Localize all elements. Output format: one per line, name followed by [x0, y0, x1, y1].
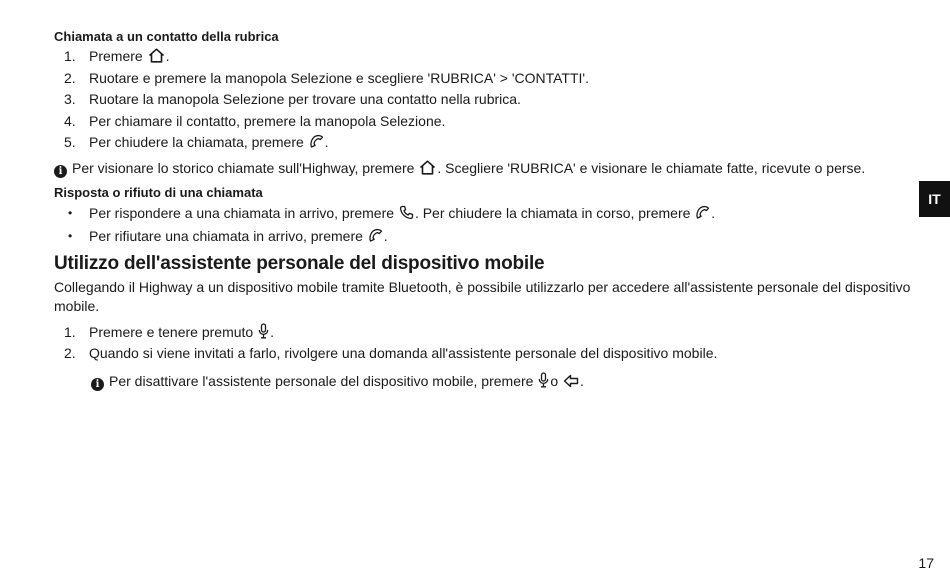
hang-up-icon: [309, 134, 324, 149]
section-title-personal-assistant: Utilizzo dell'assistente personale del dispositivo mobile: [54, 252, 545, 274]
step-item: 4. Per chiamare il contatto, premere la manopola Selezione.: [64, 112, 446, 129]
answer-reject-list: [54, 202, 914, 248]
list-item: • Per rispondere a una chiamata in arrivo, premere . Per chiudere la chiamata in corso, premere .: [54, 202, 914, 225]
answer-call-icon: [399, 205, 414, 220]
home-icon: [148, 48, 165, 63]
language-tab: IT: [919, 181, 950, 217]
step-item: 1. Premere .: [64, 48, 170, 64]
step-item: 1. Premere e tenere premuto .: [64, 323, 274, 340]
assistant-intro-paragraph: Collegando il Highway a un dispositivo mobile tramite Bluetooth, è possibile utilizzarlo per accedere all'assistente personale del dispositivo mobile.: [54, 278, 911, 314]
page-number: 17: [918, 555, 934, 571]
manual-page-content: [54, 28, 914, 397]
info-note-call-history: i Per visionare lo storico chiamate sull'Highway, premere . Scegliere 'RUBRICA' e visionare le chiamate fatte, ricevute o perse.: [54, 156, 914, 180]
step-item: 5. Per chiudere la chiamata, premere .: [64, 134, 329, 150]
step-item: 3. Ruotare la manopola Selezione per trovare una contatto nella rubrica.: [64, 91, 521, 107]
microphone-icon: [538, 372, 549, 388]
info-icon: i: [91, 378, 104, 391]
hang-up-icon: [368, 228, 383, 243]
call-contact-steps: [54, 46, 914, 154]
list-item: • Per rifiutare una chiamata in arrivo, premere .: [54, 225, 914, 248]
assistant-steps: [54, 322, 914, 365]
info-icon: i: [54, 165, 67, 178]
home-icon: [419, 160, 436, 175]
step-item: 2. Ruotare e premere la manopola Selezione e scegliere 'RUBRICA' > 'CONTATTI'.: [64, 69, 589, 86]
section-title-answer-reject: Risposta o rifiuto di una chiamata: [54, 184, 263, 200]
step-item: 2. Quando si viene invitati a farlo, rivolgere una domanda all'assistente personale del dispositivo mobile.: [64, 345, 718, 361]
info-note-deactivate-assistant: i Per disattivare l'assistente personale del dispositivo mobile, premere o .: [54, 369, 914, 393]
hang-up-icon: [695, 205, 710, 220]
section-title-call-contact: Chiamata a un contatto della rubrica: [54, 29, 279, 44]
microphone-icon: [258, 323, 269, 339]
back-arrow-icon: [563, 374, 579, 388]
